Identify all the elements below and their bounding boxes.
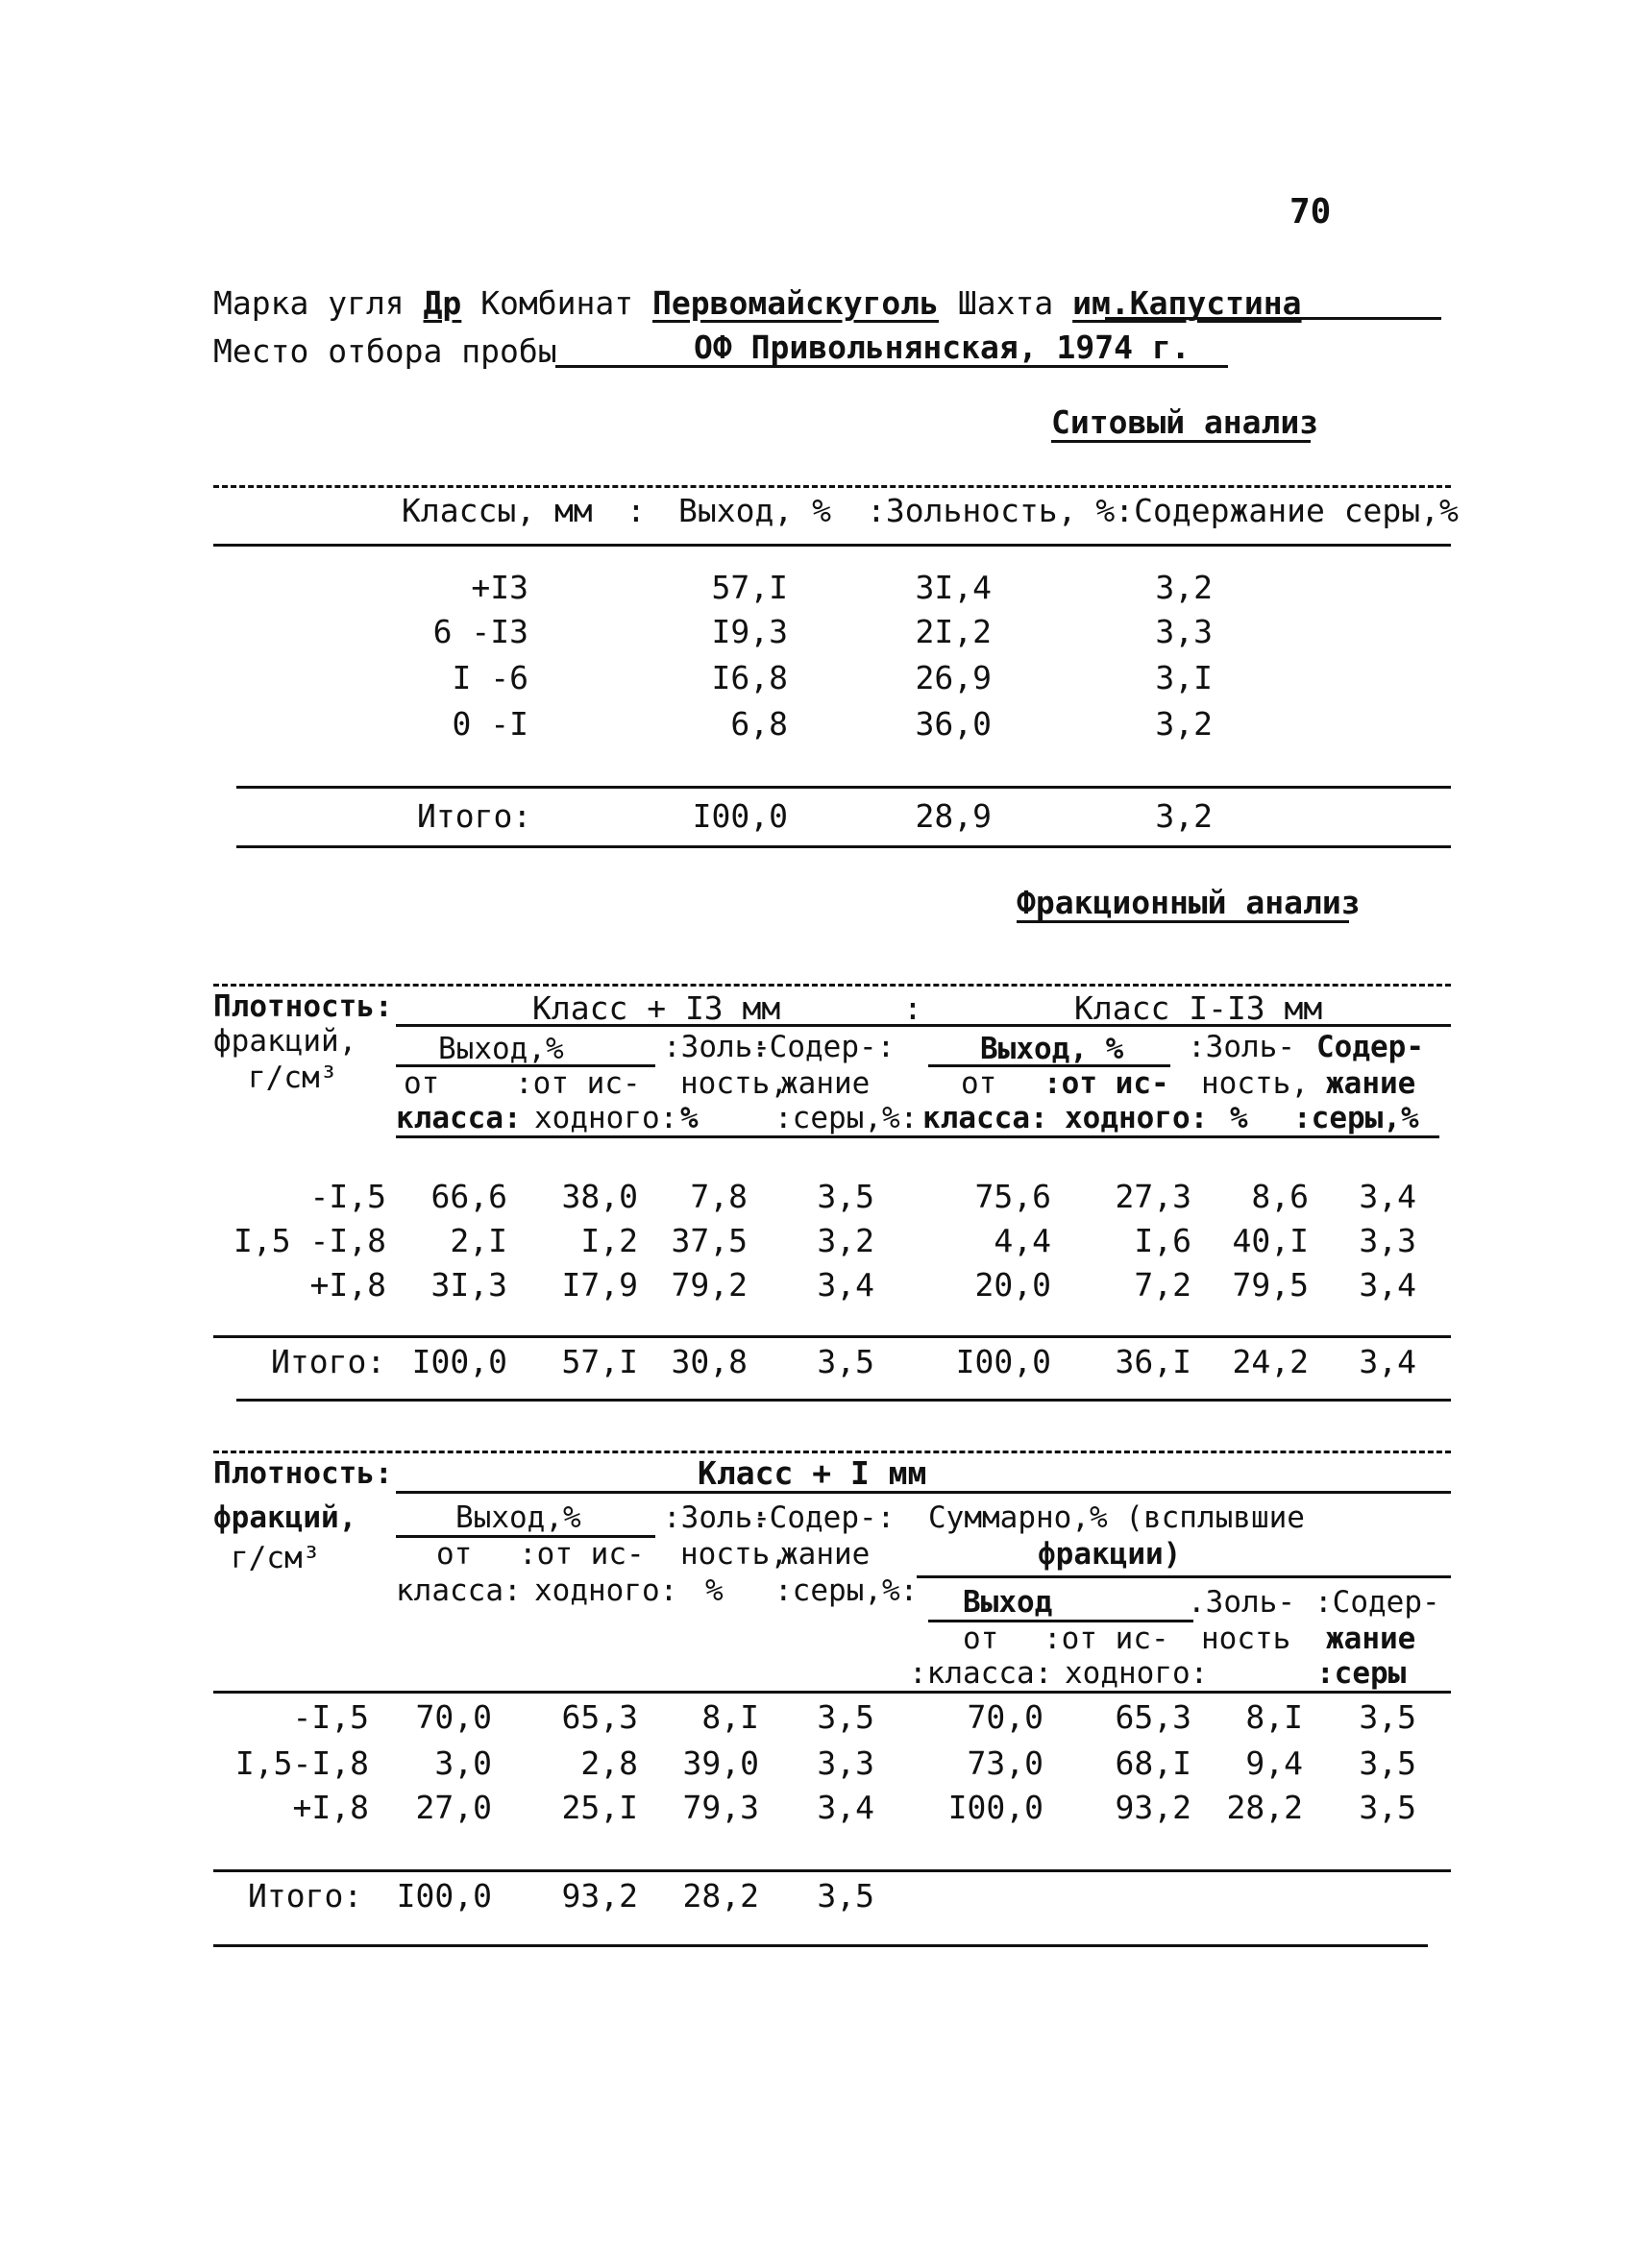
t1-cell-b: 4,4 [994, 1222, 1051, 1259]
t2-cell-a: 79,3 [682, 1789, 759, 1826]
t1-cell-b: 75,6 [974, 1178, 1051, 1215]
t2-h-s1: :Содер-: [751, 1500, 896, 1535]
sieve-total-ash: 28,9 [915, 797, 992, 835]
t2-h-sum-from: от [963, 1622, 999, 1656]
t2-h-sum-ash2: ность [1201, 1622, 1291, 1656]
sieve-ash: 36,0 [915, 705, 992, 743]
t1-cell-b: 3,4 [1359, 1266, 1416, 1304]
t2-h-sum-yield: Выход [963, 1585, 1053, 1620]
combine-label: Комбинат [480, 284, 634, 322]
sieve-yield: I9,3 [711, 613, 788, 650]
brand-label: Марка угля [213, 284, 405, 322]
t2-cell-a: 39,0 [682, 1744, 759, 1782]
sieve-total-rule-bottom [236, 845, 1451, 848]
t1-cell-a: 79,2 [671, 1266, 748, 1304]
t1-h-s1-b: Содер- [1316, 1030, 1424, 1064]
sieve-header-rule [213, 544, 1451, 547]
t1-h-ash3-a: % [680, 1101, 699, 1135]
t1-cell-a: 66,6 [430, 1178, 507, 1215]
t2-cell-sum: 3,5 [1359, 1744, 1416, 1782]
t1-h-from-a: от [404, 1066, 440, 1101]
t1-h-class-b: Класс I-I3 мм [1074, 989, 1323, 1027]
t1-cell-a: 2,I [450, 1222, 507, 1259]
t1-h-ash1-b: :Золь- [1188, 1030, 1295, 1064]
sieve-total-label: Итого: [417, 797, 532, 835]
t2-cell-a: 3,4 [817, 1789, 874, 1826]
t1-h-fraction: фракций, [213, 1024, 357, 1059]
t2-h-klassa: класса: [396, 1573, 522, 1608]
t1-h-yield-b: Выход, % [980, 1032, 1124, 1066]
t1-h-ash2-a: ность, [680, 1066, 788, 1101]
t2-h-yield: Выход,% [455, 1500, 581, 1535]
sieve-title: Ситовый анализ [1051, 403, 1319, 441]
t2-density: I,5-I,8 [234, 1744, 369, 1782]
t2-density: +I,8 [292, 1789, 369, 1826]
fraction-title: Фракционный анализ [1017, 884, 1361, 921]
t2-h-sum-ash1: .Золь- [1188, 1585, 1295, 1620]
t1-total-label: Итого: [271, 1343, 386, 1380]
sieve-header-sep: : [626, 492, 646, 529]
sieve-header-classes: Классы, мм [402, 492, 593, 529]
t1-cell-b: I,6 [1134, 1222, 1191, 1259]
t2-h-sum-s2: жание [1326, 1622, 1416, 1656]
t2-density: -I,5 [292, 1698, 369, 1736]
sieve-header-yield: Выход, % [678, 492, 831, 529]
sieve-ash: 3I,4 [915, 569, 992, 606]
combine-value: Первомайскуголь [652, 284, 940, 322]
sieve-ash: 26,9 [915, 659, 992, 696]
mine-label: Шахта [957, 284, 1054, 322]
t1-header-rule [396, 1135, 1439, 1138]
t2-h-sum-s3: :серы [1316, 1656, 1407, 1691]
t2-cell-a: 3,5 [817, 1698, 874, 1736]
t1-cell-b: 3,4 [1359, 1178, 1416, 1215]
t1-h-from-src-b: :от ис- [1043, 1066, 1169, 1101]
t2-total-label: Итого: [248, 1877, 363, 1914]
t2-h-sum-from-src: :от ис- [1043, 1622, 1169, 1656]
t1-h-source-b: ходного: [1065, 1101, 1209, 1135]
t2-cell-sum: 9,4 [1245, 1744, 1303, 1782]
t2-cell-sum: 8,I [1245, 1698, 1303, 1736]
t2-cell-sum: I00,0 [947, 1789, 1043, 1826]
t1-total-b: 3,4 [1359, 1343, 1416, 1380]
t1-cell-a: 7,8 [690, 1178, 748, 1215]
t2-h-from: от [436, 1537, 473, 1572]
t1-h-class-a2: класса: [396, 1101, 522, 1135]
t1-h-ash3-b: % [1230, 1101, 1248, 1135]
t2-cell-a: 2,8 [580, 1744, 638, 1782]
t1-total-b: I00,0 [955, 1343, 1051, 1380]
t2-h-sum-source: ходного: [1065, 1656, 1209, 1691]
t1-h-source-a: ходного: [534, 1101, 678, 1135]
t1-h-unit: г/см³ [248, 1061, 338, 1095]
meta-line-2 [213, 332, 557, 370]
t2-total-a: I00,0 [396, 1877, 492, 1914]
t1-total-rule-bottom [236, 1399, 1451, 1402]
t2-cell-sum: 73,0 [967, 1744, 1043, 1782]
sieve-header-ash-sulfur: :Зольность, %:Содержание серы,% [867, 492, 1459, 529]
t1-h-s2-a: жание [780, 1066, 871, 1101]
t1-h-class-a: Класс + I3 мм [532, 989, 781, 1027]
t2-h-ash3: % [705, 1573, 724, 1608]
sieve-class: 0 -I [452, 705, 528, 743]
sieve-top-rule [213, 485, 1451, 488]
t1-h-from-b: от [961, 1066, 997, 1101]
t1-cell-b: 8,6 [1251, 1178, 1309, 1215]
t1-total-a: 57,I [561, 1343, 638, 1380]
sieve-class: 6 -I3 [432, 613, 528, 650]
t2-cell-a: 65,3 [561, 1698, 638, 1736]
t1-h-class-b2: класса: [922, 1101, 1048, 1135]
t1-cell-b: 40,I [1232, 1222, 1309, 1259]
t2-cell-a: 3,0 [434, 1744, 492, 1782]
t1-total-b: 24,2 [1232, 1343, 1309, 1380]
t1-h-ash1-a: :Золь- [663, 1030, 771, 1064]
t2-cell-a: 25,I [561, 1789, 638, 1826]
t1-h-from-src-a: :от ис- [515, 1066, 641, 1101]
t2-cell-sum: 93,2 [1115, 1789, 1191, 1826]
t1-h-colon: : [903, 989, 922, 1027]
sieve-sulfur: 3,2 [1155, 569, 1213, 606]
t1-cell-a: 3,4 [817, 1266, 874, 1304]
t1-cell-a: 38,0 [561, 1178, 638, 1215]
t2-cell-sum: 3,5 [1359, 1789, 1416, 1826]
t2-total-a: 3,5 [817, 1877, 874, 1914]
sieve-sulfur: 3,2 [1155, 705, 1213, 743]
mine-underline [1105, 317, 1441, 320]
t2-cell-sum: 28,2 [1226, 1789, 1303, 1826]
t1-cell-a: I,2 [580, 1222, 638, 1259]
t1-cell-a: 3,5 [817, 1178, 874, 1215]
t1-density: +I,8 [309, 1266, 386, 1304]
mine-value: им.Капустина [1072, 284, 1302, 322]
t2-sum-rule [917, 1575, 1451, 1578]
t1-total-a: 3,5 [817, 1343, 874, 1380]
t1-cell-b: 27,3 [1115, 1178, 1191, 1215]
t1-total-a: 30,8 [671, 1343, 748, 1380]
t1-h-yield-a: Выход,% [438, 1032, 564, 1066]
t1-top-rule [213, 984, 1451, 987]
t1-density: I,5 -I,8 [233, 1222, 386, 1259]
t2-class-rule [396, 1491, 1451, 1494]
t2-header-rule [213, 1691, 1451, 1694]
t2-cell-a: 8,I [701, 1698, 759, 1736]
t1-total-b: 36,I [1115, 1343, 1191, 1380]
t2-total-rule-bottom [213, 1944, 1428, 1947]
sieve-yield: 57,I [711, 569, 788, 606]
t2-h-sum2: фракции) [1038, 1537, 1182, 1572]
brand-value: Др [423, 284, 462, 322]
t2-h-s2: жание [780, 1537, 871, 1572]
sieve-total-yield: I00,0 [692, 797, 788, 835]
t2-h-ash2: ность, [680, 1537, 788, 1572]
sieve-sulfur: 3,3 [1155, 613, 1213, 650]
t1-h-s1-a: :Содер-: [751, 1030, 896, 1064]
t1-total-rule-top [213, 1335, 1451, 1338]
fraction-title-underline [1017, 920, 1349, 923]
place-label: Место отбора пробы [213, 332, 557, 370]
sieve-class: I -6 [452, 659, 528, 696]
t2-total-a: 93,2 [561, 1877, 638, 1914]
t2-cell-sum: 70,0 [967, 1698, 1043, 1736]
t2-h-source: ходного: [534, 1573, 678, 1608]
t1-cell-a: I7,9 [561, 1266, 638, 1304]
t1-class-rule [396, 1024, 1451, 1027]
sieve-total-sulfur: 3,2 [1155, 797, 1213, 835]
sieve-title-underline [1051, 440, 1311, 443]
t1-cell-b: 79,5 [1232, 1266, 1309, 1304]
sieve-class: +I3 [471, 569, 528, 606]
t2-cell-a: 3,3 [817, 1744, 874, 1782]
sieve-yield: 6,8 [730, 705, 788, 743]
t2-cell-a: 27,0 [415, 1789, 492, 1826]
t1-h-s3-b: :серы,% [1293, 1101, 1419, 1135]
t1-h-s3-a: :серы,%: [774, 1101, 919, 1135]
t1-cell-a: 3I,3 [430, 1266, 507, 1304]
t1-cell-a: 37,5 [671, 1222, 748, 1259]
t2-cell-sum: 68,I [1115, 1744, 1191, 1782]
t2-h-from-src: :от ис- [519, 1537, 645, 1572]
t2-top-rule [213, 1451, 1451, 1453]
t2-h-sum-s1: :Содер- [1314, 1585, 1440, 1620]
t1-cell-b: 3,3 [1359, 1222, 1416, 1259]
t2-h-ash1: :Золь- [663, 1500, 771, 1535]
t1-total-a: I00,0 [411, 1343, 507, 1380]
t2-h-sum-klassa: :класса: [909, 1656, 1053, 1691]
t2-total-rule-top [213, 1869, 1451, 1872]
t2-cell-sum: 65,3 [1115, 1698, 1191, 1736]
t2-h-sum1: Суммарно,% (всплывшие [928, 1500, 1305, 1535]
t2-cell-sum: 3,5 [1359, 1698, 1416, 1736]
sieve-total-rule-top [236, 786, 1451, 789]
sieve-yield: I6,8 [711, 659, 788, 696]
sieve-sulfur: 3,I [1155, 659, 1213, 696]
t2-h-s3: :серы,%: [774, 1573, 919, 1608]
t1-h-density: Плотность: [213, 989, 393, 1024]
t2-h-unit: г/см³ [231, 1541, 321, 1575]
t1-h-s2-b: жание [1326, 1066, 1416, 1101]
t1-cell-a: 3,2 [817, 1222, 874, 1259]
t2-h-fraction: фракций, [213, 1500, 357, 1535]
t1-density: -I,5 [309, 1178, 386, 1215]
t2-h-density: Плотность: [213, 1456, 393, 1491]
t2-cell-a: 70,0 [415, 1698, 492, 1736]
t1-cell-b: 7,2 [1134, 1266, 1191, 1304]
page-number: 70 [1289, 192, 1332, 232]
t1-h-ash2-b: ность, [1201, 1066, 1309, 1101]
t2-h-class: Класс + I мм [698, 1454, 927, 1492]
sieve-ash: 2I,2 [915, 613, 992, 650]
t1-cell-b: 20,0 [974, 1266, 1051, 1304]
place-value: ОФ Привольнянская, 1974 г. [694, 329, 1191, 366]
t2-total-a: 28,2 [682, 1877, 759, 1914]
